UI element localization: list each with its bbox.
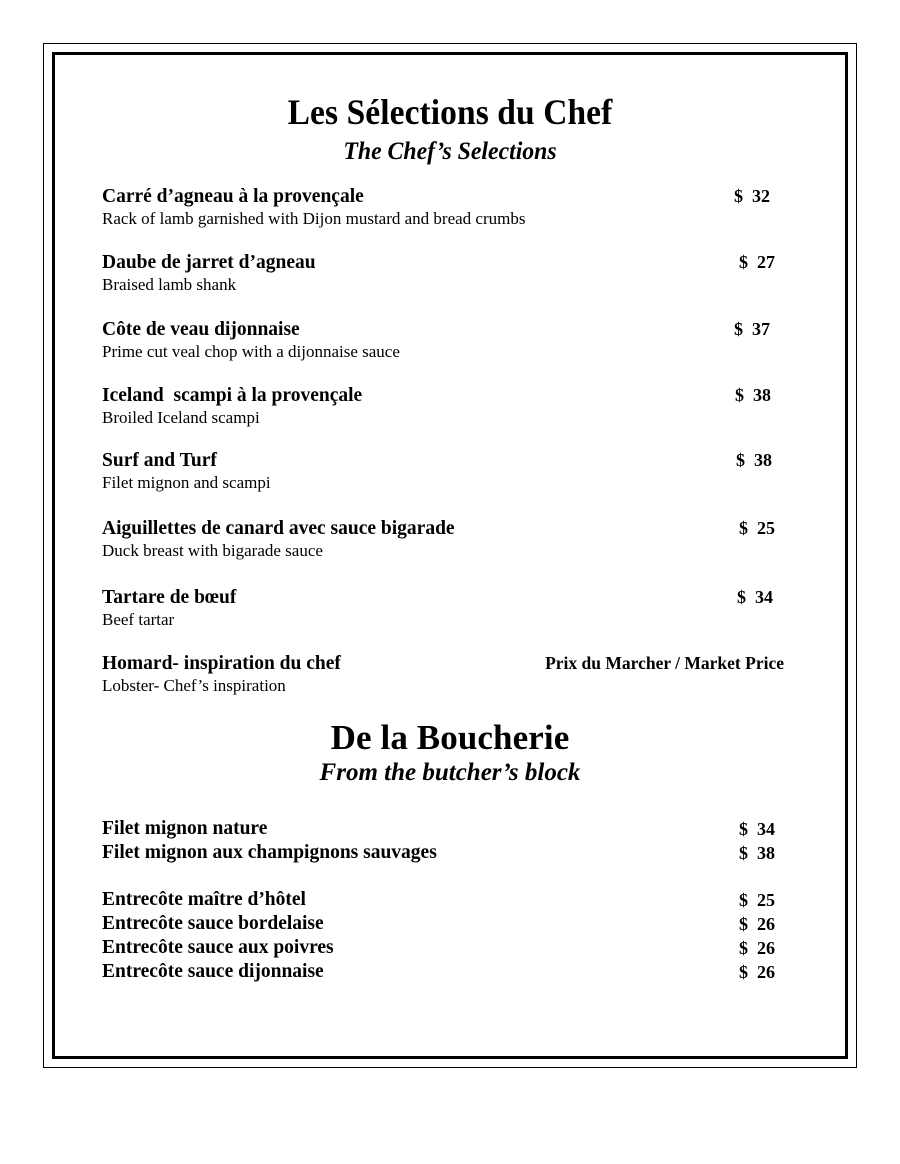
menu-item [102, 912, 784, 937]
menu-item-name: Entrecôte maître d’hôtel [102, 889, 306, 910]
menu-item-name: Daube de jarret d’agneau [102, 252, 316, 273]
menu-item-name: Côte de veau dijonnaise [102, 319, 300, 340]
menu-item [102, 960, 784, 985]
menu-item-price: $ 38 [739, 843, 775, 863]
menu-item-price: $ 26 [739, 914, 775, 934]
menu-item [102, 185, 784, 228]
menu-item-price: $ 27 [739, 252, 775, 272]
menu-item-name: Carré d’agneau à la provençale [102, 186, 364, 207]
menu-item [102, 384, 784, 427]
menu-item-name: Aiguillettes de canard avec sauce bigarade [102, 518, 455, 539]
menu-item [102, 517, 784, 560]
menu-item-head [102, 318, 784, 342]
menu-item-description: Prime cut veal chop with a dijonnaise sauce [102, 342, 400, 361]
menu-item-head [102, 586, 784, 610]
menu-item-description: Braised lamb shank [102, 275, 237, 294]
menu-item-price: $ 25 [739, 518, 775, 538]
menu-item-head [102, 449, 784, 473]
menu-item-price: $ 32 [734, 186, 770, 206]
menu-item-description: Lobster- Chef’s inspiration [102, 676, 286, 695]
menu-item [102, 586, 784, 629]
menu-item-description: Rack of lamb garnished with Dijon mustard and bread crumbs [102, 209, 526, 228]
menu-item-name: Filet mignon aux champignons sauvages [102, 842, 437, 863]
menu-item-name: Entrecôte sauce aux poivres [102, 937, 334, 958]
menu-item-name: Entrecôte sauce bordelaise [102, 913, 324, 934]
menu-item-description: Beef tartar [102, 610, 175, 629]
menu-item-description: Filet mignon and scampi [102, 473, 271, 492]
menu-item-name: Entrecôte sauce dijonnaise [102, 961, 324, 982]
menu-item [102, 318, 784, 361]
menu-item-price: $ 34 [737, 587, 773, 607]
menu-item-name: Homard- inspiration du chef [102, 653, 341, 674]
menu-item-price: $ 38 [735, 385, 771, 405]
menu-item [102, 936, 784, 961]
menu-item-head [102, 517, 784, 541]
menu-item [102, 888, 784, 913]
menu-item-description: Broiled Iceland scampi [102, 408, 260, 427]
menu-item-head [102, 384, 784, 408]
section-title-de-la-boucherie: De la Boucherie [330, 718, 570, 757]
menu-item-price: $ 26 [739, 938, 775, 958]
menu-item [102, 251, 784, 294]
menu-item-price: $ 37 [734, 319, 770, 339]
menu-item-price: Prix du Marcher / Market Price [545, 653, 784, 673]
section-subtitle-chefs-selections: The Chef’s Selections [343, 138, 557, 165]
menu-item [102, 652, 784, 695]
menu-item-price: $ 34 [739, 819, 775, 839]
menu-item-price: $ 26 [739, 962, 775, 982]
menu-item-name: Tartare de bœuf [102, 587, 237, 608]
menu-item-head [102, 652, 784, 676]
menu-item-head [102, 185, 784, 209]
menu-item-description: Duck breast with bigarade sauce [102, 541, 323, 560]
menu-item-price: $ 25 [739, 890, 775, 910]
menu-item [102, 817, 784, 842]
menu-item [102, 841, 784, 866]
menu-item [102, 449, 784, 492]
section-subtitle-de-la-boucherie: From the butcher’s block [319, 759, 581, 786]
menu-item-name: Iceland scampi à la provençale [102, 385, 363, 406]
menu-item-name: Surf and Turf [102, 450, 217, 471]
menu-item-price: $ 38 [736, 450, 772, 470]
menu-item-head [102, 251, 784, 275]
section-title-chefs-selections: Les Sélections du Chef [287, 92, 613, 132]
menu-item-name: Filet mignon nature [102, 818, 268, 839]
